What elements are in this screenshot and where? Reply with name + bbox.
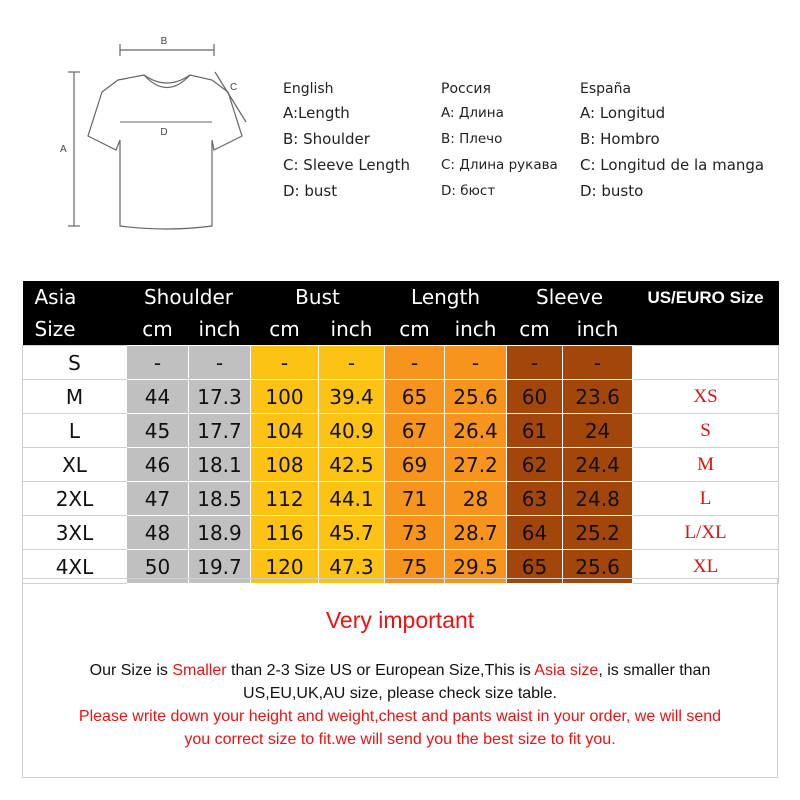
sleeve-in-cell: 24.4 xyxy=(563,448,633,482)
legend-heading: España xyxy=(580,81,632,97)
sleeve-cm-cell: 61 xyxy=(507,414,563,448)
legend-item: A: Длина xyxy=(441,105,504,121)
bust-cm-cell: 108 xyxy=(251,448,319,482)
table-row xyxy=(23,380,779,414)
length-in-cell: - xyxy=(445,346,507,380)
notes-text: Please write down your height and weight,chest and pants waist in your order, we will send xyxy=(78,708,722,725)
legend-item: A:Length xyxy=(283,104,350,122)
length-cm-cell: 73 xyxy=(385,516,445,550)
notes-text: , is smaller than xyxy=(598,662,711,679)
sleeve-in-cell: 25.6 xyxy=(563,550,633,584)
sleeve-cm-cell: 64 xyxy=(507,516,563,550)
length-cm-cell: - xyxy=(385,346,445,380)
bust-in-cell: 47.3 xyxy=(319,550,385,584)
us-euro-size-cell: L xyxy=(633,482,779,516)
us-euro-size-cell: M xyxy=(633,448,779,482)
unit-cm: cm xyxy=(127,313,189,346)
table-row xyxy=(23,414,779,448)
size-cell: XL xyxy=(23,448,127,482)
sleeve-in-cell: - xyxy=(563,346,633,380)
length-cm-cell: 71 xyxy=(385,482,445,516)
bust-cm-cell: - xyxy=(251,346,319,380)
shoulder-cm-cell: - xyxy=(127,346,189,380)
diagram-label-b: B xyxy=(160,36,168,47)
sleeve-in-cell: 24 xyxy=(563,414,633,448)
header-length: Length xyxy=(385,281,507,313)
legend-item: C: Длина рукава xyxy=(441,157,558,173)
length-cm-cell: 75 xyxy=(385,550,445,584)
shoulder-in-cell: - xyxy=(189,346,251,380)
notes-text: Our Size is xyxy=(89,662,173,679)
shoulder-cm-cell: 48 xyxy=(127,516,189,550)
size-cell: M xyxy=(23,380,127,414)
unit-cm: cm xyxy=(385,313,445,346)
legend-item: C: Longitud de la manga xyxy=(580,156,765,174)
us-euro-size-cell: L/XL xyxy=(633,516,779,550)
sleeve-in-cell: 24.8 xyxy=(563,482,633,516)
legend-english xyxy=(283,78,410,204)
shoulder-cm-cell: 45 xyxy=(127,414,189,448)
length-in-cell: 25.6 xyxy=(445,380,507,414)
shoulder-cm-cell: 46 xyxy=(127,448,189,482)
header-shoulder: Shoulder xyxy=(127,281,251,313)
table-row xyxy=(23,482,779,516)
shoulder-in-cell: 18.1 xyxy=(189,448,251,482)
sleeve-in-cell: 23.6 xyxy=(563,380,633,414)
bust-cm-cell: 100 xyxy=(251,380,319,414)
legend-item: D: busto xyxy=(580,182,644,200)
us-euro-size-cell: XL xyxy=(633,550,779,584)
shoulder-cm-cell: 47 xyxy=(127,482,189,516)
shoulder-in-cell: 18.5 xyxy=(189,482,251,516)
notes-title: Very important xyxy=(325,607,475,633)
bust-in-cell: 39.4 xyxy=(319,380,385,414)
legend-item: B: Shoulder xyxy=(283,130,370,148)
diagram-label-a: A xyxy=(60,144,67,155)
tshirt-measurement-diagram xyxy=(52,28,252,238)
length-cm-cell: 69 xyxy=(385,448,445,482)
notes-text: you correct size to fit.we will send you the best size to fit you. xyxy=(184,731,616,748)
size-table-body xyxy=(23,346,779,584)
bust-cm-cell: 112 xyxy=(251,482,319,516)
important-notes xyxy=(22,578,778,778)
bust-cm-cell: 120 xyxy=(251,550,319,584)
header-us-euro-size: US/EURO Size xyxy=(633,281,779,346)
length-in-cell: 26.4 xyxy=(445,414,507,448)
notes-highlight: Smaller xyxy=(172,662,227,679)
table-row xyxy=(23,448,779,482)
sleeve-cm-cell: 65 xyxy=(507,550,563,584)
legend-item: B: Hombro xyxy=(580,130,660,148)
legend-item: A: Longitud xyxy=(580,104,666,122)
size-cell: 3XL xyxy=(23,516,127,550)
size-cell: S xyxy=(23,346,127,380)
header-bust: Bust xyxy=(251,281,385,313)
header-size: Size xyxy=(23,313,127,346)
legend-spanish xyxy=(580,78,764,204)
header-asia: Asia xyxy=(23,281,127,313)
bust-in-cell: 44.1 xyxy=(319,482,385,516)
unit-inch: inch xyxy=(189,313,251,346)
bust-in-cell: - xyxy=(319,346,385,380)
diagram-label-c: C xyxy=(230,82,238,93)
length-in-cell: 27.2 xyxy=(445,448,507,482)
legend-heading: Россия xyxy=(441,81,491,97)
notes-size-warning xyxy=(23,659,777,705)
header-sleeve: Sleeve xyxy=(507,281,633,313)
shoulder-in-cell: 19.7 xyxy=(189,550,251,584)
shoulder-cm-cell: 50 xyxy=(127,550,189,584)
length-in-cell: 28 xyxy=(445,482,507,516)
legend-item: C: Sleeve Length xyxy=(283,156,411,174)
notes-highlight: Asia size xyxy=(534,662,599,679)
legend-item: B: Плечо xyxy=(441,131,503,147)
unit-inch: inch xyxy=(445,313,507,346)
size-cell: 2XL xyxy=(23,482,127,516)
sleeve-cm-cell: - xyxy=(507,346,563,380)
notes-text: than 2-3 Size US or European Size,This is xyxy=(226,662,535,679)
table-header-row xyxy=(23,281,779,313)
notes-text: US,EU,UK,AU size, please check size table. xyxy=(243,685,557,702)
legend-heading: English xyxy=(283,81,334,97)
sleeve-cm-cell: 60 xyxy=(507,380,563,414)
us-euro-size-cell xyxy=(633,346,779,380)
diagram-label-d: D xyxy=(160,127,168,138)
bust-in-cell: 45.7 xyxy=(319,516,385,550)
table-row xyxy=(23,346,779,380)
sleeve-cm-cell: 62 xyxy=(507,448,563,482)
length-cm-cell: 67 xyxy=(385,414,445,448)
bust-in-cell: 40.9 xyxy=(319,414,385,448)
legend-item: D: bust xyxy=(283,182,338,200)
shoulder-in-cell: 17.3 xyxy=(189,380,251,414)
size-cell: 4XL xyxy=(23,550,127,584)
us-euro-size-cell: S xyxy=(633,414,779,448)
tshirt-outline xyxy=(88,75,242,229)
legend-russian xyxy=(441,78,558,204)
notes-order-instruction xyxy=(23,705,777,751)
shoulder-cm-cell: 44 xyxy=(127,380,189,414)
size-chart-table xyxy=(22,281,779,584)
unit-cm: cm xyxy=(251,313,319,346)
unit-cm: cm xyxy=(507,313,563,346)
unit-inch: inch xyxy=(563,313,633,346)
sleeve-cm-cell: 63 xyxy=(507,482,563,516)
bust-in-cell: 42.5 xyxy=(319,448,385,482)
shoulder-in-cell: 18.9 xyxy=(189,516,251,550)
length-in-cell: 28.7 xyxy=(445,516,507,550)
bust-cm-cell: 116 xyxy=(251,516,319,550)
unit-inch: inch xyxy=(319,313,385,346)
length-cm-cell: 65 xyxy=(385,380,445,414)
sleeve-in-cell: 25.2 xyxy=(563,516,633,550)
length-in-cell: 29.5 xyxy=(445,550,507,584)
legend-item: D: бюст xyxy=(441,183,496,199)
shoulder-in-cell: 17.7 xyxy=(189,414,251,448)
table-row xyxy=(23,516,779,550)
us-euro-size-cell: XS xyxy=(633,380,779,414)
bust-cm-cell: 104 xyxy=(251,414,319,448)
size-cell: L xyxy=(23,414,127,448)
